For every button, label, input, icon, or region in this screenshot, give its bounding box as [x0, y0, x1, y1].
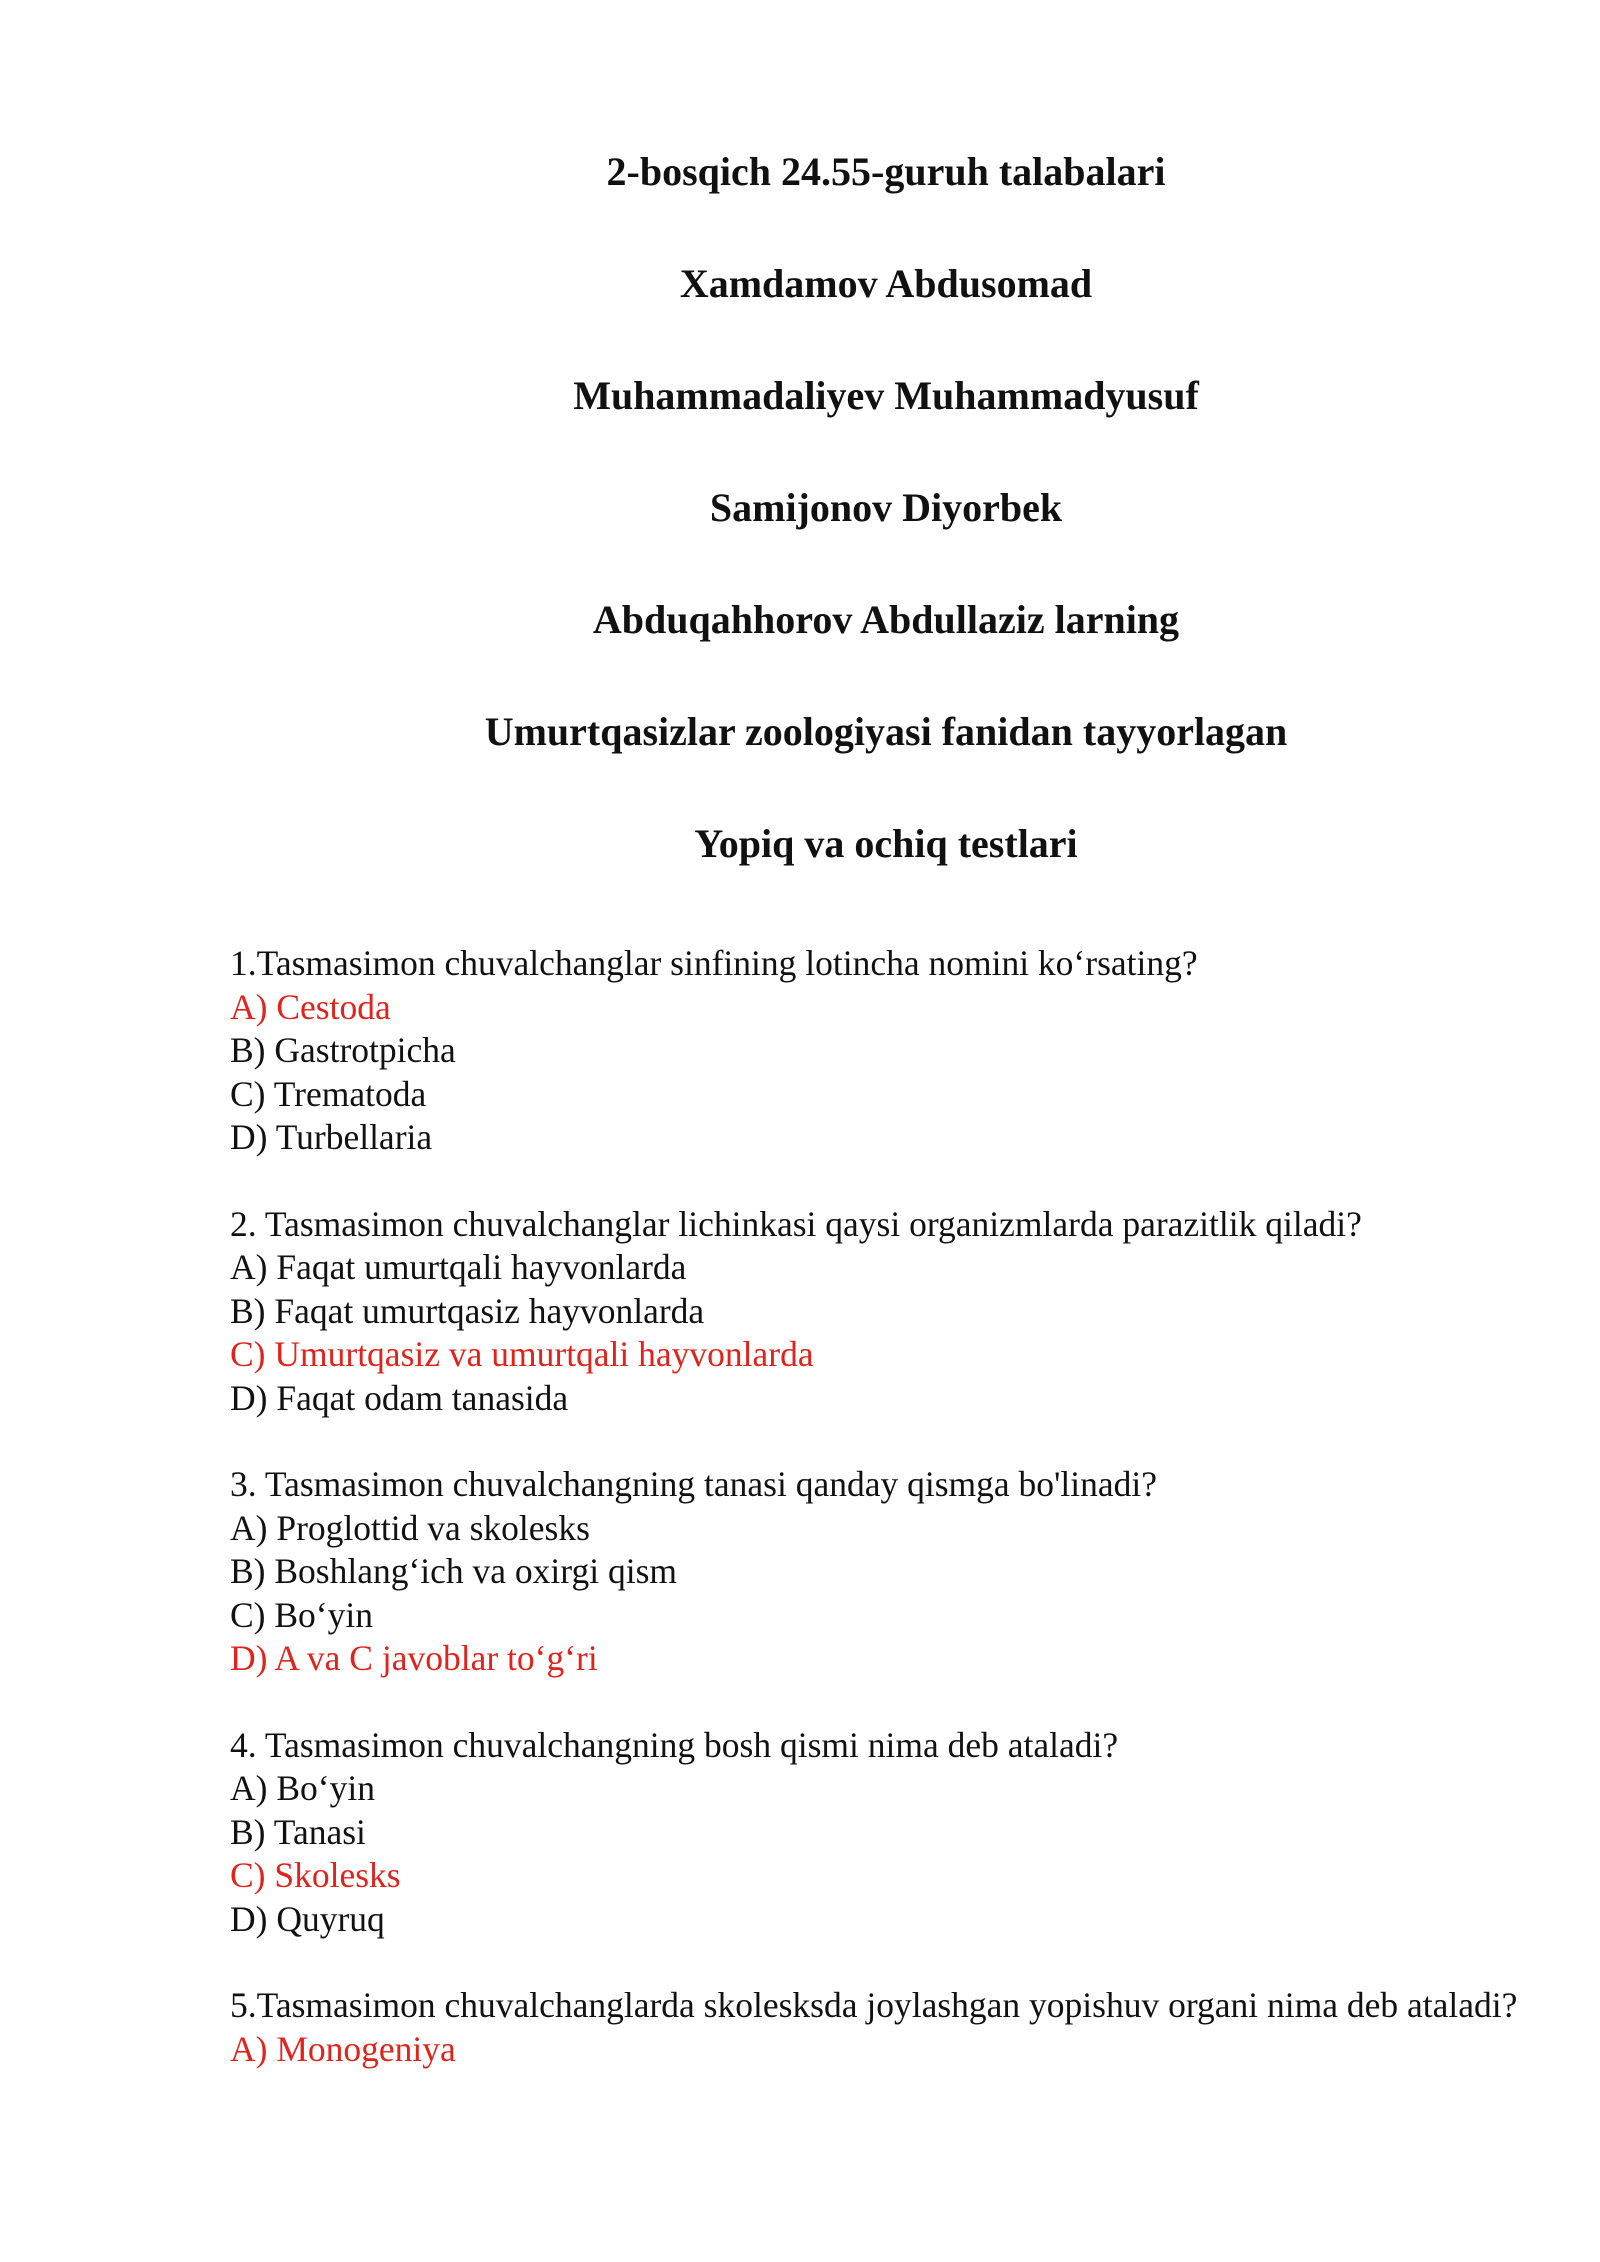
question-text: 5.Tasmasimon chuvalchanglarda skolesksda joylashgan yopishuv organi nima deb ataladi?	[230, 1985, 1518, 2025]
title-line-group: 2-bosqich 24.55-guruh talabalari	[606, 149, 1166, 194]
question-4	[230, 1724, 1530, 1942]
question-text: 2. Tasmasimon chuvalchanglar lichinkasi qaysi organizmlarda parazitlik qiladi?	[230, 1203, 1362, 1244]
title-line-student-3: Samijonov Diyorbek	[709, 485, 1063, 530]
correct-answer-option: C) Umurtqasiz va umurtqali hayvonlarda	[230, 1334, 814, 1374]
answer-option: D) Turbellaria	[230, 1117, 433, 1157]
title-line-student-1: Xamdamov Abdusomad	[679, 261, 1093, 306]
correct-answer-option: C) Skolesks	[230, 1855, 401, 1895]
correct-answer-option: D) A va C javoblar to‘g‘ri	[230, 1638, 598, 1678]
answer-option: B) Gastrotpicha	[230, 1030, 456, 1070]
answer-option: D) Faqat odam tanasida	[230, 1377, 569, 1418]
answer-option: C) Trematoda	[230, 1073, 427, 1114]
answer-option: D) Quyruq	[230, 1898, 385, 1939]
question-2	[230, 1203, 1530, 1421]
title-block	[0, 148, 1600, 932]
answer-option: C) Bo‘yin	[230, 1594, 373, 1635]
question-text: 1.Tasmasimon chuvalchanglar sinfining lotincha nomini ko‘rsating?	[230, 943, 1198, 983]
correct-answer-option: A) Monogeniya	[230, 2028, 456, 2069]
question-list	[230, 942, 1530, 2114]
answer-option: B) Faqat umurtqasiz hayvonlarda	[230, 1290, 705, 1331]
title-line-student-2: Muhammadaliyev Muhammadyusuf	[573, 373, 1199, 418]
correct-answer-option: A) Cestoda	[230, 986, 391, 1027]
answer-option: A) Bo‘yin	[230, 1768, 375, 1808]
title-line-tests: Yopiq va ochiq testlari	[694, 821, 1078, 866]
question-text: 3. Tasmasimon chuvalchangning tanasi qanday qismga bo'linadi?	[230, 1464, 1158, 1504]
title-line-student-4: Abduqahhorov Abdullaziz larning	[592, 597, 1180, 642]
question-3	[230, 1463, 1530, 1681]
answer-option: A) Faqat umurtqali hayvonlarda	[230, 1247, 687, 1287]
answer-option: A) Proglottid va skolesks	[230, 1507, 590, 1548]
answer-option: B) Tanasi	[230, 1811, 366, 1852]
title-line-subject: Umurtqasizlar zoologiyasi fanidan tayyorlagan	[484, 709, 1288, 754]
question-text: 4. Tasmasimon chuvalchangning bosh qismi nima deb ataladi?	[230, 1724, 1119, 1765]
question-1	[230, 942, 1530, 1160]
answer-option: B) Boshlang‘ich va oxirgi qism	[230, 1551, 678, 1591]
question-5	[230, 1984, 1530, 2071]
